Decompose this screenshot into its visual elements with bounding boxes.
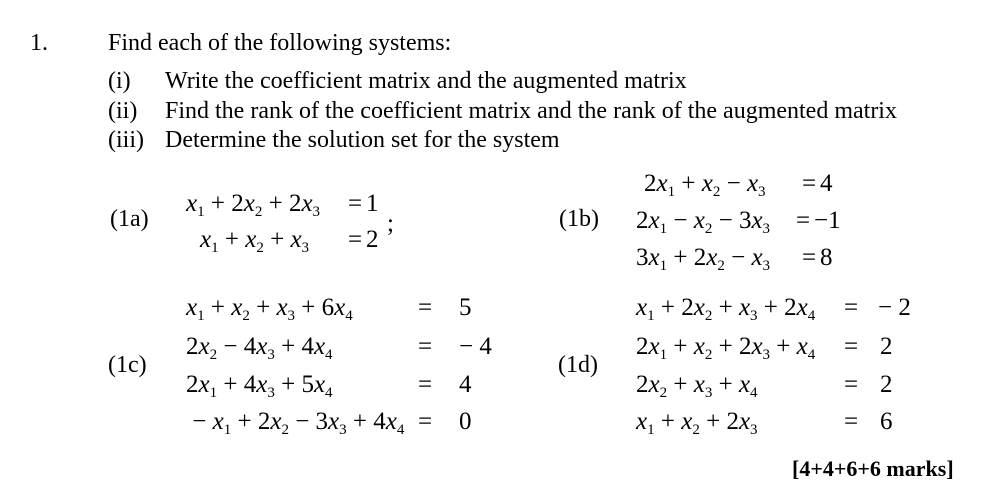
equation-1b-1-lhs: $2x_1 + x_2 - x_3$ bbox=[644, 170, 766, 200]
instruction-text-i: Write the coefficient matrix and the augmented matrix bbox=[165, 68, 687, 94]
instruction-text-iii: Determine the solution set for the system bbox=[165, 127, 560, 153]
system-label-1d: (1d) bbox=[558, 352, 598, 378]
system-1a-separator: ; bbox=[387, 210, 394, 237]
equation-1d-1-rhs: − 2 bbox=[878, 294, 911, 321]
equation-1a-1-equals: = bbox=[348, 190, 363, 217]
equation-1d-4-rhs: 6 bbox=[880, 408, 893, 435]
equation-1b-3-lhs: $3x_1 + 2x_2 - x_3$ bbox=[636, 244, 771, 274]
equation-1c-1-lhs: $x_1 + x_2 + x_3 + 6x_4$ bbox=[186, 294, 353, 324]
equation-1c-2-lhs: $2x_2 - 4x_3 + 4x_4$ bbox=[186, 333, 333, 363]
equation-1c-4-lhs: − $x_1 + 2x_2 - 3x_3 + 4x_4$ bbox=[186, 408, 405, 438]
equation-1c-4-rhs: 0 bbox=[459, 408, 472, 435]
equation-1a-2-lhs: $x_1 + x_2 + x_3$ bbox=[200, 226, 310, 256]
equation-1b-1-rhs: 4 bbox=[820, 170, 833, 197]
equation-1d-1-lhs: $x_1 + 2x_2 + x_3 + 2x_4$ bbox=[636, 294, 816, 324]
instruction-label-iii: (iii) bbox=[108, 127, 144, 153]
system-label-1c: (1c) bbox=[108, 352, 147, 378]
question-intro: Find each of the following systems: bbox=[108, 30, 452, 56]
equation-1a-1-lhs: $x_1 + 2x_2 + 2x_3$ bbox=[186, 190, 321, 220]
equation-1c-4-equals: = bbox=[418, 408, 433, 435]
equation-1c-2-equals: = bbox=[418, 333, 433, 360]
equation-1d-2-lhs: $2x_1 + x_2 + 2x_3 + x_4$ bbox=[636, 333, 816, 363]
equation-1c-1-equals: = bbox=[418, 294, 433, 321]
equation-1c-3-lhs: $2x_1 + 4x_3 + 5x_4$ bbox=[186, 371, 333, 401]
equation-1d-3-rhs: 2 bbox=[880, 371, 893, 398]
equation-1c-1-rhs: 5 bbox=[459, 294, 472, 321]
equation-1d-3-equals: = bbox=[844, 371, 859, 398]
equation-1d-4-lhs: $x_1 + x_2 + 2x_3$ bbox=[636, 408, 758, 438]
equation-1b-2-equals: = bbox=[796, 207, 811, 234]
equation-1a-2-rhs: 2 bbox=[366, 226, 379, 253]
equation-1c-3-equals: = bbox=[418, 371, 433, 398]
equation-1c-3-rhs: 4 bbox=[459, 371, 472, 398]
instruction-text-ii: Find the rank of the coefficient matrix and the rank of the augmented matrix bbox=[165, 98, 897, 124]
equation-1b-3-equals: = bbox=[802, 244, 817, 271]
equation-1d-3-lhs: $2x_2 + x_3 + x_4$ bbox=[636, 371, 758, 401]
instruction-label-i: (i) bbox=[108, 68, 131, 94]
equation-1a-2-equals: = bbox=[348, 226, 363, 253]
equation-1a-1-rhs: 1 bbox=[366, 190, 379, 217]
equation-1d-4-equals: = bbox=[844, 408, 859, 435]
instruction-label-ii: (ii) bbox=[108, 98, 138, 124]
system-label-1a: (1a) bbox=[110, 206, 149, 232]
equation-1c-2-rhs: − 4 bbox=[459, 333, 492, 360]
equation-1d-2-equals: = bbox=[844, 333, 859, 360]
question-number: 1. bbox=[30, 30, 48, 56]
system-label-1b: (1b) bbox=[559, 206, 599, 232]
equation-1b-2-lhs: $2x_1 - x_2 - 3x_3$ bbox=[636, 207, 771, 237]
equation-1b-1-equals: = bbox=[802, 170, 817, 197]
equation-1d-1-equals: = bbox=[844, 294, 859, 321]
equation-1b-2-rhs: −1 bbox=[814, 207, 841, 234]
equation-1d-2-rhs: 2 bbox=[880, 333, 893, 360]
equation-1b-3-rhs: 8 bbox=[820, 244, 833, 271]
marks-allocation: [4+4+6+6 marks] bbox=[792, 456, 954, 481]
